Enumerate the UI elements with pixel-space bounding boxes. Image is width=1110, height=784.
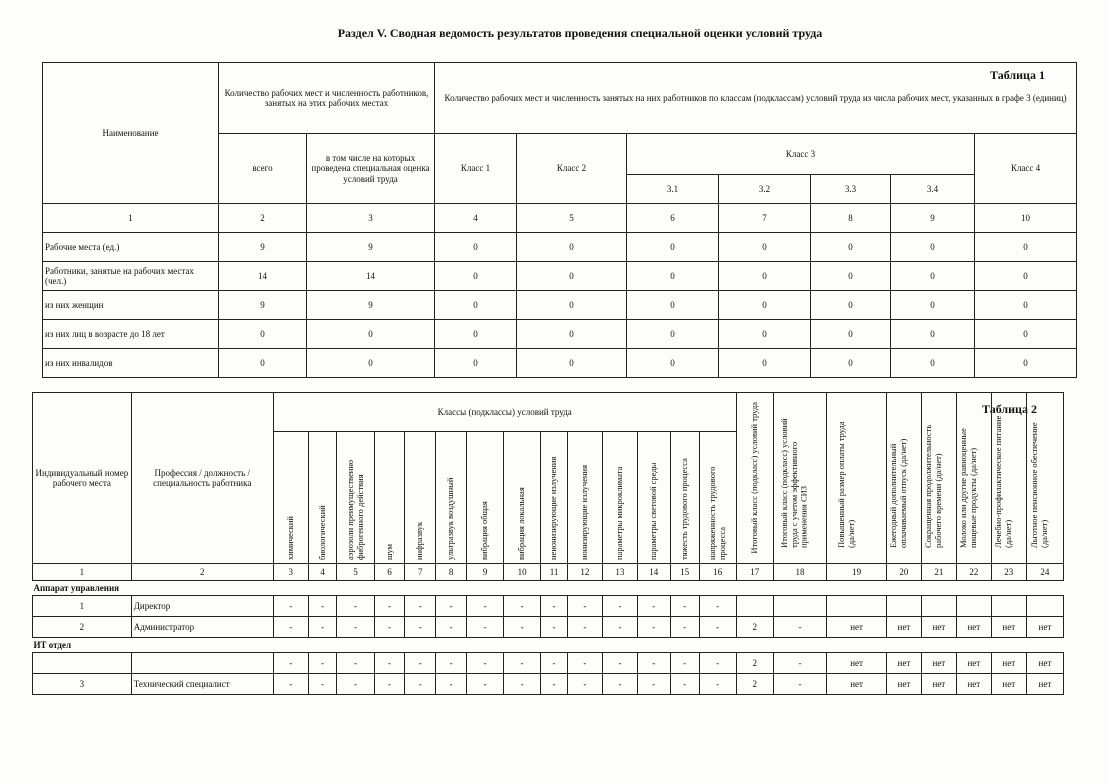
- factor-cell: -: [504, 674, 541, 695]
- header-factor-text: неионизирующие излучения: [548, 456, 559, 560]
- col-number: 10: [975, 204, 1077, 233]
- factor-cell: -: [670, 674, 699, 695]
- factor-cell: -: [637, 653, 670, 674]
- col-number: 9: [891, 204, 975, 233]
- compensation-cell: нет: [991, 653, 1026, 674]
- summary-cell: 0: [891, 233, 975, 262]
- header-class3: Класс 3: [627, 134, 975, 175]
- compensation-cell: нет: [1026, 617, 1063, 638]
- summary-cell: 0: [627, 349, 719, 378]
- factor-cell: -: [308, 596, 337, 617]
- col-number: 4: [308, 564, 337, 581]
- factor-cell: -: [467, 596, 504, 617]
- col-number: 23: [991, 564, 1026, 581]
- summary-row-label: из них женщин: [43, 291, 219, 320]
- col-number: 5: [337, 564, 374, 581]
- col-number: 7: [719, 204, 811, 233]
- factor-cell: -: [602, 674, 637, 695]
- col-number: 8: [436, 564, 467, 581]
- header-comp-1: [886, 393, 921, 564]
- header-factor-text: тяжесть трудового процесса: [678, 457, 689, 560]
- workplace-row: [33, 653, 1064, 674]
- compensation-cell: нет: [921, 653, 956, 674]
- factor-cell: -: [637, 674, 670, 695]
- header-factor: [467, 432, 504, 564]
- col-number: 1: [33, 564, 132, 581]
- col-number: 7: [405, 564, 436, 581]
- final-class-siz-cell: -: [773, 653, 826, 674]
- col-number: 9: [467, 564, 504, 581]
- factor-cell: -: [670, 596, 699, 617]
- header-factor: [699, 432, 736, 564]
- col-number: 16: [699, 564, 736, 581]
- factor-cell: -: [567, 674, 602, 695]
- workplace-row: [33, 617, 1064, 638]
- header-sub-3-3: 3.3: [811, 175, 891, 204]
- col-number: 17: [736, 564, 773, 581]
- factor-cell: -: [670, 617, 699, 638]
- header-total: всего: [219, 134, 307, 204]
- factor-cell: -: [405, 674, 436, 695]
- factor-cell: -: [602, 596, 637, 617]
- summary-cell: 0: [719, 233, 811, 262]
- factor-cell: -: [273, 653, 308, 674]
- factor-cell: -: [567, 653, 602, 674]
- header-condition-classes: Классы (подклассы) условий труда: [273, 393, 736, 432]
- factor-cell: -: [436, 674, 467, 695]
- summary-cell: 0: [811, 233, 891, 262]
- summary-cell: 0: [435, 262, 517, 291]
- header-final-class-siz-text: Итоговый класс (подкласс) условий труда с учетом эффективного применения СИЗ: [779, 418, 809, 548]
- summary-cell: 0: [811, 262, 891, 291]
- factor-cell: -: [637, 617, 670, 638]
- header-factor-text: аэрозоли преимущественно фиброгенного действия: [344, 459, 365, 560]
- col-number: 6: [374, 564, 405, 581]
- col-number: 5: [517, 204, 627, 233]
- factor-cell: -: [436, 617, 467, 638]
- header-factor-text: инфразвук: [414, 521, 425, 560]
- summary-cell: 9: [307, 233, 435, 262]
- summary-cell: 0: [627, 233, 719, 262]
- col-number: 3: [273, 564, 308, 581]
- factor-cell: -: [504, 596, 541, 617]
- summary-cell: 0: [891, 262, 975, 291]
- summary-cell: 0: [811, 291, 891, 320]
- header-class2: Класс 2: [517, 134, 627, 204]
- header-factor-text: вибрация общая: [479, 500, 490, 560]
- header-factor-text: химический: [284, 515, 295, 560]
- compensation-cell: [827, 596, 887, 617]
- col-number: 14: [637, 564, 670, 581]
- header-factor: [436, 432, 467, 564]
- compensation-cell: нет: [956, 674, 991, 695]
- header-factor-text: вибрация локальная: [516, 486, 527, 560]
- col-number: 6: [627, 204, 719, 233]
- header-workplace-number: Индивидуальный номер рабочего места: [33, 393, 132, 564]
- summary-cell: 0: [435, 233, 517, 262]
- col-number: 1: [43, 204, 219, 233]
- header-comp-text: Повышенный размер оплаты труда (да/нет): [835, 421, 856, 548]
- col-number: 13: [602, 564, 637, 581]
- header-comp-0: [827, 393, 887, 564]
- workplace-row: [33, 674, 1064, 695]
- factor-cell: -: [273, 617, 308, 638]
- final-class-siz-cell: [773, 596, 826, 617]
- header-factor: [273, 432, 308, 564]
- factor-cell: -: [467, 653, 504, 674]
- factor-cell: -: [504, 653, 541, 674]
- factor-cell: -: [337, 596, 374, 617]
- header-comp-text: Сокращенная продолжительность рабочего времени (да/нет): [922, 424, 943, 548]
- col-number: 22: [956, 564, 991, 581]
- summary-row: [43, 291, 1077, 320]
- factor-cell: -: [670, 653, 699, 674]
- compensation-cell: нет: [886, 617, 921, 638]
- summary-cell: 0: [975, 233, 1077, 262]
- factor-cell: -: [374, 653, 405, 674]
- summary-row: [43, 262, 1077, 291]
- summary-cell: 0: [307, 349, 435, 378]
- section-title: Раздел V. Сводная ведомость результатов проведения специальной оценки условий труда: [337, 26, 823, 40]
- header-factor: [308, 432, 337, 564]
- header-sub-3-2: 3.2: [719, 175, 811, 204]
- summary-cell: 0: [517, 233, 627, 262]
- factor-cell: -: [374, 596, 405, 617]
- summary-cell: 0: [975, 262, 1077, 291]
- summary-cell: 0: [627, 262, 719, 291]
- compensation-cell: [956, 596, 991, 617]
- factor-cell: -: [699, 617, 736, 638]
- compensation-cell: нет: [921, 674, 956, 695]
- workplace-profession: Администратор: [131, 617, 273, 638]
- summary-cell: 0: [975, 349, 1077, 378]
- summary-cell: 0: [219, 320, 307, 349]
- summary-cell: 0: [719, 291, 811, 320]
- group-name: Аппарат управления: [33, 581, 1064, 596]
- workplace-number: [33, 653, 132, 674]
- header-factor: [670, 432, 699, 564]
- factor-cell: -: [541, 617, 568, 638]
- summary-cell: 9: [219, 233, 307, 262]
- header-profession: Профессия / должность / специальность работника: [131, 393, 273, 564]
- summary-cell: 0: [891, 349, 975, 378]
- header-factor-text: параметры световой среды: [647, 462, 658, 560]
- final-class-cell: 2: [736, 674, 773, 695]
- summary-cell: 0: [811, 349, 891, 378]
- header-comp-text: Льготное пенсионное обеспечение (да/нет): [1028, 422, 1049, 548]
- col-number: 4: [435, 204, 517, 233]
- header-comp-text: Молоко или другие равноценные пищевые продукты (да/нет): [957, 428, 978, 548]
- summary-row-label: из них инвалидов: [43, 349, 219, 378]
- factor-cell: -: [337, 653, 374, 674]
- factor-cell: -: [308, 617, 337, 638]
- summary-cell: 0: [627, 320, 719, 349]
- header-comp-4: [991, 393, 1026, 564]
- factor-cell: -: [337, 674, 374, 695]
- summary-table: [42, 62, 1077, 378]
- compensation-cell: нет: [827, 653, 887, 674]
- summary-cell: 0: [435, 320, 517, 349]
- header-class1: Класс 1: [435, 134, 517, 204]
- factor-cell: -: [273, 596, 308, 617]
- compensation-cell: нет: [956, 653, 991, 674]
- header-factor-text: напряженность трудового процесса: [706, 466, 727, 560]
- header-comp-5: [1026, 393, 1063, 564]
- compensation-cell: [991, 596, 1026, 617]
- col-number: 20: [886, 564, 921, 581]
- header-factor: [602, 432, 637, 564]
- compensation-cell: [886, 596, 921, 617]
- col-number: 24: [1026, 564, 1063, 581]
- final-class-siz-cell: -: [773, 674, 826, 695]
- summary-row: [43, 320, 1077, 349]
- compensation-cell: [921, 596, 956, 617]
- header-factor: [374, 432, 405, 564]
- header-factor: [541, 432, 568, 564]
- factor-cell: -: [602, 653, 637, 674]
- final-class-cell: [736, 596, 773, 617]
- header-factor-text: параметры микроклимата: [613, 466, 624, 560]
- header-class4: Класс 4: [975, 134, 1077, 204]
- summary-cell: 0: [891, 320, 975, 349]
- col-number: 15: [670, 564, 699, 581]
- summary-cell: 0: [719, 349, 811, 378]
- summary-row-label: Рабочие места (ед.): [43, 233, 219, 262]
- summary-cell: 0: [219, 349, 307, 378]
- final-class-cell: 2: [736, 653, 773, 674]
- factor-cell: -: [436, 596, 467, 617]
- factor-cell: -: [308, 674, 337, 695]
- header-factor: [337, 432, 374, 564]
- header-comp-2: [921, 393, 956, 564]
- summary-cell: 0: [975, 291, 1077, 320]
- factor-cell: -: [699, 596, 736, 617]
- col-number: 10: [504, 564, 541, 581]
- summary-cell: 0: [517, 320, 627, 349]
- group-name: ИТ отдел: [33, 638, 1064, 653]
- factor-cell: -: [504, 617, 541, 638]
- factor-cell: -: [567, 617, 602, 638]
- compensation-cell: [1026, 596, 1063, 617]
- factor-cell: -: [405, 617, 436, 638]
- factor-cell: -: [699, 653, 736, 674]
- summary-cell: 14: [307, 262, 435, 291]
- summary-row: [43, 349, 1077, 378]
- summary-cell: 0: [435, 291, 517, 320]
- compensation-cell: нет: [827, 617, 887, 638]
- table1-caption: Таблица 1: [990, 68, 1045, 82]
- header-final-class-text: Итоговый класс (подкласс) условий труда: [748, 402, 759, 554]
- summary-cell: 0: [517, 291, 627, 320]
- col-number: 2: [131, 564, 273, 581]
- header-factor: [504, 432, 541, 564]
- final-class-siz-cell: -: [773, 617, 826, 638]
- factor-cell: -: [337, 617, 374, 638]
- summary-cell: 14: [219, 262, 307, 291]
- summary-cell: 9: [307, 291, 435, 320]
- workplaces-table: [32, 392, 1064, 695]
- factor-cell: -: [308, 653, 337, 674]
- group-row: [33, 581, 1064, 596]
- header-factor-text: биологический: [316, 504, 327, 560]
- col-number: 21: [921, 564, 956, 581]
- summary-cell: 0: [891, 291, 975, 320]
- factor-cell: -: [374, 674, 405, 695]
- header-factor: [567, 432, 602, 564]
- header-assessed: в том числе на которых проведена специальная оценка условий труда: [307, 134, 435, 204]
- workplace-row: [33, 596, 1064, 617]
- summary-cell: 0: [719, 262, 811, 291]
- col-number: 18: [773, 564, 826, 581]
- header-factor-text: шум: [383, 543, 394, 560]
- group-row: [33, 638, 1064, 653]
- compensation-cell: нет: [991, 674, 1026, 695]
- header-factor-text: ультразвук воздушный: [445, 477, 456, 560]
- summary-cell: 0: [627, 291, 719, 320]
- workplace-number: 1: [33, 596, 132, 617]
- table2-caption: Таблица 2: [982, 402, 1037, 416]
- summary-row: [43, 233, 1077, 262]
- header-factor: [637, 432, 670, 564]
- header-sub-3-4: 3.4: [891, 175, 975, 204]
- factor-cell: -: [374, 617, 405, 638]
- summary-cell: 0: [517, 262, 627, 291]
- header-factor-text: ионизирующие излучения: [578, 464, 589, 560]
- workplace-profession: [131, 653, 273, 674]
- column-numbers-row: [33, 564, 1064, 581]
- col-number: 19: [827, 564, 887, 581]
- column-numbers-row: [43, 204, 1077, 233]
- summary-cell: 0: [975, 320, 1077, 349]
- compensation-cell: нет: [886, 653, 921, 674]
- header-final-class: [736, 393, 773, 564]
- factor-cell: -: [436, 653, 467, 674]
- header-places: Количество рабочих мест и численность работников, занятых на этих рабочих местах: [219, 63, 435, 134]
- factor-cell: -: [405, 596, 436, 617]
- summary-row-label: из них лиц в возрасте до 18 лет: [43, 320, 219, 349]
- compensation-cell: нет: [991, 617, 1026, 638]
- factor-cell: -: [273, 674, 308, 695]
- summary-cell: 0: [435, 349, 517, 378]
- factor-cell: -: [541, 596, 568, 617]
- factor-cell: -: [541, 653, 568, 674]
- workplace-number: 3: [33, 674, 132, 695]
- workplace-profession: Технический специалист: [131, 674, 273, 695]
- header-sub-3-1: 3.1: [627, 175, 719, 204]
- factor-cell: -: [567, 596, 602, 617]
- factor-cell: -: [699, 674, 736, 695]
- col-number: 2: [219, 204, 307, 233]
- factor-cell: -: [541, 674, 568, 695]
- header-classes: Количество рабочих мест и численность занятых на них работников по классам (подклассам) условий труда из числа рабочих мест, указанных в графе 3 (единиц): [435, 63, 1077, 134]
- summary-cell: 0: [307, 320, 435, 349]
- summary-cell: 9: [219, 291, 307, 320]
- summary-row-label: Работники, занятые на рабочих местах (чел.): [43, 262, 219, 291]
- col-number: 11: [541, 564, 568, 581]
- col-number: 3: [307, 204, 435, 233]
- factor-cell: -: [602, 617, 637, 638]
- summary-cell: 0: [517, 349, 627, 378]
- header-comp-text: Ежегодный дополнительный оплачиваемый отпуск (да/нет): [887, 438, 908, 548]
- header-name: Наименование: [43, 63, 219, 204]
- factor-cell: -: [637, 596, 670, 617]
- col-number: 12: [567, 564, 602, 581]
- compensation-cell: нет: [921, 617, 956, 638]
- compensation-cell: нет: [1026, 674, 1063, 695]
- summary-cell: 0: [811, 320, 891, 349]
- compensation-cell: нет: [1026, 653, 1063, 674]
- factor-cell: -: [405, 653, 436, 674]
- factor-cell: -: [467, 674, 504, 695]
- factor-cell: -: [467, 617, 504, 638]
- summary-cell: 0: [719, 320, 811, 349]
- compensation-cell: нет: [827, 674, 887, 695]
- header-comp-3: [956, 393, 991, 564]
- compensation-cell: нет: [886, 674, 921, 695]
- header-factor: [405, 432, 436, 564]
- final-class-cell: 2: [736, 617, 773, 638]
- header-comp-text: Лечебно-профилактическое питание (да/нет): [992, 415, 1013, 548]
- workplace-profession: Директор: [131, 596, 273, 617]
- compensation-cell: нет: [956, 617, 991, 638]
- workplace-number: 2: [33, 617, 132, 638]
- header-final-class-siz: [773, 393, 826, 564]
- col-number: 8: [811, 204, 891, 233]
